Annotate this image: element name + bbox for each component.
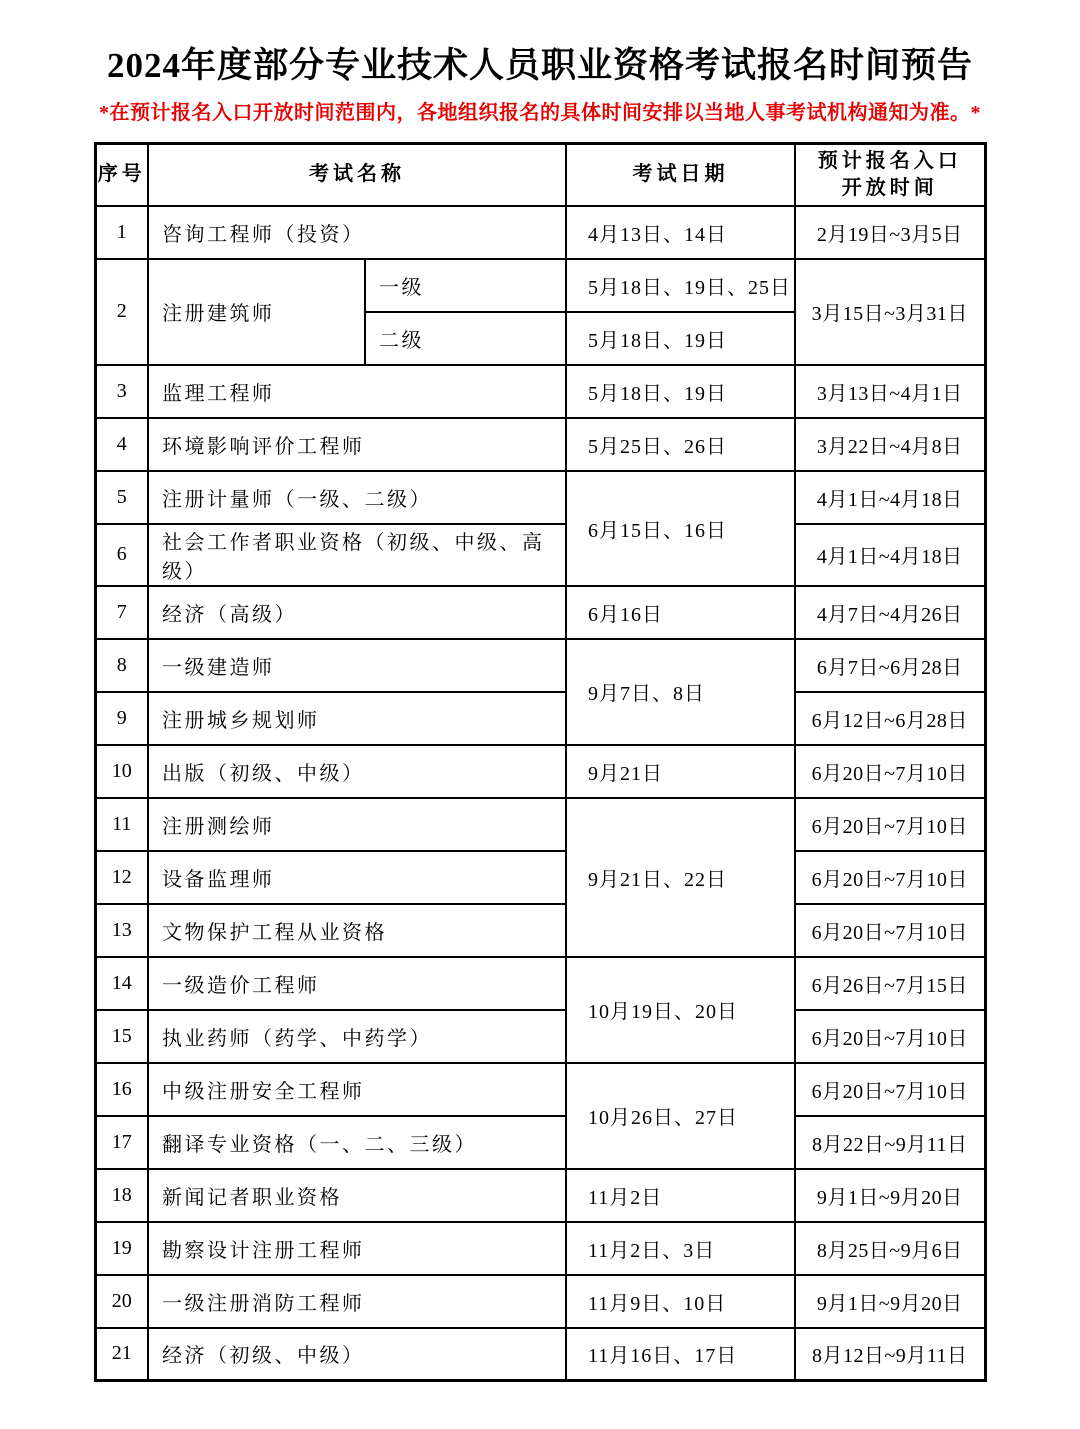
table-row	[95, 1010, 985, 1063]
seq-cell: 13	[95, 904, 148, 957]
exam-name-cell: 中级注册安全工程师	[148, 1063, 566, 1116]
exam-name-cell: 注册建筑师	[148, 259, 365, 365]
exam-name-cell: 新闻记者职业资格	[148, 1169, 566, 1222]
exam-date-cell: 11月16日、17日	[566, 1328, 795, 1381]
exam-date-cell: 6月16日	[566, 586, 795, 639]
exam-name-cell: 勘察设计注册工程师	[148, 1222, 566, 1275]
table-row	[95, 692, 985, 745]
header-exam-name: 考试名称	[148, 144, 566, 206]
table-row	[95, 1222, 985, 1275]
reg-time-cell: 8月25日~9月6日	[795, 1222, 985, 1275]
reg-time-cell: 6月7日~6月28日	[795, 639, 985, 692]
seq-cell: 11	[95, 798, 148, 851]
seq-cell: 7	[95, 586, 148, 639]
reg-time-cell: 6月20日~7月10日	[795, 1010, 985, 1063]
table-row	[95, 798, 985, 851]
exam-name-cell: 社会工作者职业资格（初级、中级、高级）	[148, 524, 566, 586]
exam-name-cell: 环境影响评价工程师	[148, 418, 566, 471]
table-row	[95, 904, 985, 957]
exam-name-cell: 出版（初级、中级）	[148, 745, 566, 798]
exam-name-cell: 注册测绘师	[148, 798, 566, 851]
reg-time-cell: 4月7日~4月26日	[795, 586, 985, 639]
reg-time-cell: 3月13日~4月1日	[795, 365, 985, 418]
exam-schedule-table	[94, 142, 987, 1382]
seq-cell: 15	[95, 1010, 148, 1063]
reg-time-cell: 3月22日~4月8日	[795, 418, 985, 471]
table-row	[95, 851, 985, 904]
table-row	[95, 471, 985, 524]
exam-name-cell: 注册计量师（一级、二级）	[148, 471, 566, 524]
exam-name-cell: 一级建造师	[148, 639, 566, 692]
exam-name-cell: 翻译专业资格（一、二、三级）	[148, 1116, 566, 1169]
reg-time-cell: 9月1日~9月20日	[795, 1275, 985, 1328]
exam-date-cell: 9月21日、22日	[566, 798, 795, 957]
exam-name-cell: 经济（初级、中级）	[148, 1328, 566, 1381]
reg-time-cell: 8月22日~9月11日	[795, 1116, 985, 1169]
seq-cell: 14	[95, 957, 148, 1010]
header-row	[95, 144, 985, 206]
table-row	[95, 1116, 985, 1169]
exam-level-cell: 二级	[365, 312, 566, 365]
table-row	[95, 957, 985, 1010]
reg-time-cell: 6月20日~7月10日	[795, 798, 985, 851]
reg-time-cell: 6月20日~7月10日	[795, 904, 985, 957]
seq-cell: 16	[95, 1063, 148, 1116]
reg-time-cell: 4月1日~4月18日	[795, 471, 985, 524]
seq-cell: 9	[95, 692, 148, 745]
seq-cell: 1	[95, 206, 148, 259]
exam-date-cell: 11月9日、10日	[566, 1275, 795, 1328]
exam-date-cell: 5月18日、19日、25日	[566, 259, 795, 312]
reg-time-cell: 3月15日~3月31日	[795, 259, 985, 365]
exam-name-cell: 设备监理师	[148, 851, 566, 904]
exam-date-cell: 5月25日、26日	[566, 418, 795, 471]
exam-name-cell: 注册城乡规划师	[148, 692, 566, 745]
reg-time-cell: 8月12日~9月11日	[795, 1328, 985, 1381]
reg-time-cell: 6月20日~7月10日	[795, 745, 985, 798]
seq-cell: 3	[95, 365, 148, 418]
reg-time-cell: 6月20日~7月10日	[795, 851, 985, 904]
page-title: 2024年度部分专业技术人员职业资格考试报名时间预告	[106, 46, 973, 85]
table-row	[95, 1328, 985, 1381]
exam-name-cell: 监理工程师	[148, 365, 566, 418]
table-row	[95, 206, 985, 259]
table-row	[95, 1275, 985, 1328]
exam-date-cell: 11月2日	[566, 1169, 795, 1222]
seq-cell: 18	[95, 1169, 148, 1222]
exam-name-cell: 咨询工程师（投资）	[148, 206, 566, 259]
seq-cell: 12	[95, 851, 148, 904]
reg-time-cell: 2月19日~3月5日	[795, 206, 985, 259]
exam-date-cell: 5月18日、19日	[566, 312, 795, 365]
table-row	[95, 365, 985, 418]
seq-cell: 21	[95, 1328, 148, 1381]
exam-level-cell: 一级	[365, 259, 566, 312]
exam-name-cell: 执业药师（药学、中药学）	[148, 1010, 566, 1063]
seq-cell: 8	[95, 639, 148, 692]
exam-date-cell: 9月21日	[566, 745, 795, 798]
table-row	[95, 1169, 985, 1222]
exam-date-cell: 5月18日、19日	[566, 365, 795, 418]
table-row	[95, 745, 985, 798]
header-reg-time	[795, 144, 985, 206]
seq-cell: 4	[95, 418, 148, 471]
seq-cell: 20	[95, 1275, 148, 1328]
seq-cell: 19	[95, 1222, 148, 1275]
exam-date-cell: 6月15日、16日	[566, 471, 795, 586]
table-row	[95, 639, 985, 692]
header-reg-time-line1: 预计报名入口	[817, 149, 962, 172]
exam-name-cell: 文物保护工程从业资格	[148, 904, 566, 957]
exam-date-cell: 9月7日、8日	[566, 639, 795, 745]
table-row	[95, 418, 985, 471]
table-row	[95, 259, 985, 312]
seq-cell: 6	[95, 524, 148, 586]
exam-date-cell: 11月2日、3日	[566, 1222, 795, 1275]
reg-time-cell: 9月1日~9月20日	[795, 1169, 985, 1222]
exam-date-cell: 10月26日、27日	[566, 1063, 795, 1169]
seq-cell: 5	[95, 471, 148, 524]
reg-time-cell: 6月20日~7月10日	[795, 1063, 985, 1116]
table-row	[95, 1063, 985, 1116]
seq-cell: 10	[95, 745, 148, 798]
exam-name-cell: 一级注册消防工程师	[148, 1275, 566, 1328]
exam-date-cell: 10月19日、20日	[566, 957, 795, 1063]
reg-time-cell: 6月26日~7月15日	[795, 957, 985, 1010]
exam-name-cell: 一级造价工程师	[148, 957, 566, 1010]
header-reg-time-line2: 开放时间	[841, 176, 938, 199]
seq-cell: 2	[95, 259, 148, 365]
reg-time-cell: 4月1日~4月18日	[795, 524, 985, 586]
notice-text: *在预计报名入口开放时间范围内，各地组织报名的具体时间安排以当地人事考试机构通知为准。*	[99, 102, 981, 124]
table-row	[95, 586, 985, 639]
exam-date-cell: 4月13日、14日	[566, 206, 795, 259]
exam-name-cell: 经济（高级）	[148, 586, 566, 639]
header-exam-date: 考试日期	[566, 144, 795, 206]
seq-cell: 17	[95, 1116, 148, 1169]
reg-time-cell: 6月12日~6月28日	[795, 692, 985, 745]
table-row	[95, 524, 985, 586]
header-seq: 序号	[95, 144, 148, 206]
